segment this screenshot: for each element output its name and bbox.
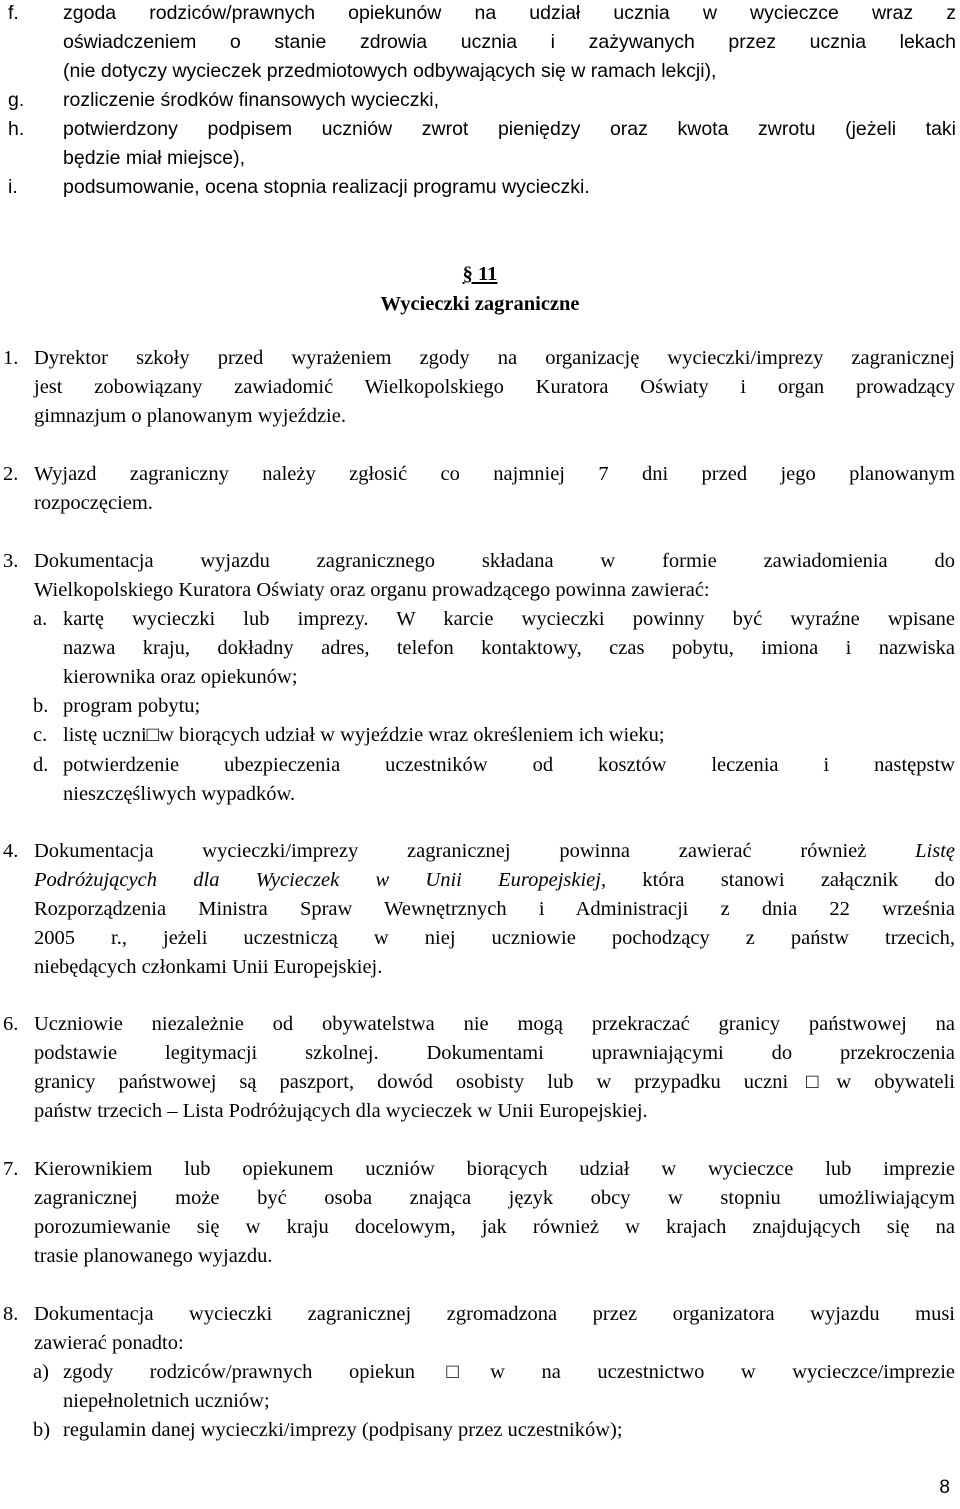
text-line: Dyrektor szkoły przed wyrażeniem zgody na organizację wycieczki/imprezy zagranicznej [34, 347, 955, 369]
list-item [8, 173, 956, 202]
text-line: podstawie legitymacji szkolnej. Dokumentami uprawniającymi do przekroczenia [34, 1042, 955, 1064]
section-title: Wycieczki zagraniczne [380, 293, 580, 315]
list-marker: a. [33, 608, 48, 630]
text-line: potwierdzenie ubezpieczenia uczestników od kosztów leczenia i następstw [63, 754, 955, 776]
paragraph-number: 8. [3, 1303, 19, 1325]
text-line: potwierdzony podpisem uczniów zwrot pieniędzy oraz kwota zwrotu (jeżeli taki [63, 118, 956, 140]
text-line: rozliczenie środków finansowych wycieczki, [63, 89, 440, 111]
text-line: zgoda rodziców/prawnych opiekunów na udział ucznia w wycieczce wraz z [63, 2, 956, 24]
paragraph [3, 1300, 955, 1358]
paragraph [3, 460, 955, 518]
text-line: rozpoczęciem. [34, 492, 153, 514]
text-run: , która stanowi załącznik do [600, 869, 955, 891]
section-number: § 11 [462, 263, 498, 285]
list-marker: g. [8, 89, 25, 111]
list-marker: b. [33, 695, 49, 717]
text-line: program pobytu; [63, 695, 201, 717]
text-line: nieszczęśliwych wypadków. [63, 783, 296, 805]
text-line: państw trzecich – Lista Podróżujących dla wycieczek w Unii Europejskiej. [34, 1100, 648, 1122]
list-item [33, 605, 955, 692]
text-line [34, 866, 955, 895]
list-marker: h. [8, 118, 25, 140]
paragraph-number: 7. [3, 1158, 19, 1180]
list-item [8, 0, 956, 86]
paragraph-number: 2. [3, 463, 19, 485]
list-item [33, 1416, 955, 1445]
page-number: 8 [939, 1477, 950, 1498]
list-marker: c. [33, 724, 48, 746]
list-item [8, 86, 956, 115]
text-line: 2005 r., jeżeli uczestniczą w niej uczniowie pochodzący z państw trzecich, [34, 927, 955, 949]
text-line: gimnazjum o planowanym wyjeździe. [34, 405, 346, 427]
list-marker: d. [33, 754, 49, 776]
text-line: Dokumentacja wyjazdu zagranicznego składana w formie zawiadomienia do [34, 550, 955, 572]
list-marker: i. [8, 176, 18, 198]
text-line: zgody rodziców/prawnych opiekun□w na uczestnictwo w wycieczce/imprezie [63, 1361, 955, 1383]
text-line: regulamin danej wycieczki/imprezy (podpisany przez uczestników); [63, 1419, 623, 1441]
paragraph-number: 3. [3, 550, 19, 572]
paragraph-number: 1. [3, 347, 19, 369]
text-line: kartę wycieczki lub imprezy. W karcie wycieczki powinny być wyraźne wpisane [63, 608, 955, 630]
text-line: Kierownikiem lub opiekunem uczniów biorących udział w wycieczce lub imprezie [34, 1158, 955, 1180]
text-line: Wyjazd zagraniczny należy zgłosić co najmniej 7 dni przed jego planowanym [34, 463, 955, 485]
list-marker: a) [33, 1361, 49, 1383]
text-line: kierownika oraz opiekunów; [63, 666, 298, 688]
text-line: (nie dotyczy wycieczek przedmiotowych odbywających się w ramach lekcji), [63, 60, 717, 82]
italic-title: Listę [915, 840, 956, 862]
paragraph [3, 1010, 955, 1126]
text-line: zagranicznej może być osoba znająca język obcy w stopniu umożliwiającym [34, 1187, 955, 1209]
paragraph [3, 344, 955, 431]
text-line [34, 837, 955, 866]
text-line: Uczniowie niezależnie od obywatelstwa nie mogą przekraczać granicy państwowej na [34, 1013, 955, 1035]
list-marker: f. [8, 2, 19, 24]
list-item [33, 692, 955, 721]
paragraph-number: 6. [3, 1013, 19, 1035]
list-item [33, 721, 955, 750]
text-line: listę uczni□w biorących udział w wyjeździe wraz określeniem ich wieku; [63, 724, 665, 746]
text-line: porozumiewanie się w kraju docelowym, jak również w krajach znajdujących się na [34, 1216, 955, 1238]
list-marker: b) [33, 1419, 51, 1441]
text-line: będzie miał miejsce), [63, 147, 246, 169]
paragraph [3, 547, 955, 605]
list-item [33, 751, 955, 809]
text-line: Wielkopolskiego Kuratora Oświaty oraz organu prowadzącego powinna zawierać: [34, 579, 710, 601]
italic-title: Podróżujących dla Wycieczek w Unii Europejskiej [34, 869, 601, 891]
paragraph [3, 837, 956, 982]
text-run: Dokumentacja wycieczki/imprezy zagranicznej powinna zawierać również [34, 840, 867, 862]
section-heading [0, 259, 960, 319]
text-line: niepełnoletnich uczniów; [63, 1390, 270, 1412]
paragraph [3, 1155, 955, 1271]
text-line: jest zobowiązany zawiadomić Wielkopolskiego Kuratora Oświaty i organ prowadzący [34, 376, 955, 398]
text-line: niebędących członkami Unii Europejskiej. [34, 956, 383, 978]
text-line: oświadczeniem o stanie zdrowia ucznia i zażywanych przez ucznia lekach [63, 31, 956, 53]
text-line: trasie planowanego wyjazdu. [34, 1245, 273, 1267]
text-line: nazwa kraju, dokładny adres, telefon kontaktowy, czas pobytu, imiona i nazwiska [63, 637, 955, 659]
text-line: zawierać ponadto: [34, 1332, 184, 1354]
text-line: Dokumentacja wycieczki zagranicznej zgromadzona przez organizatora wyjazdu musi [34, 1303, 955, 1325]
list-item [33, 1358, 955, 1416]
text-line: Rozporządzenia Ministra Spraw Wewnętrznych i Administracji z dnia 22 września [34, 898, 955, 920]
text-line: podsumowanie, ocena stopnia realizacji programu wycieczki. [63, 176, 590, 198]
text-line: granicy państwowej są paszport, dowód osobisty lub w przypadku uczni□w obywateli [34, 1071, 955, 1093]
paragraph-number: 4. [3, 840, 19, 862]
list-item [8, 115, 956, 173]
